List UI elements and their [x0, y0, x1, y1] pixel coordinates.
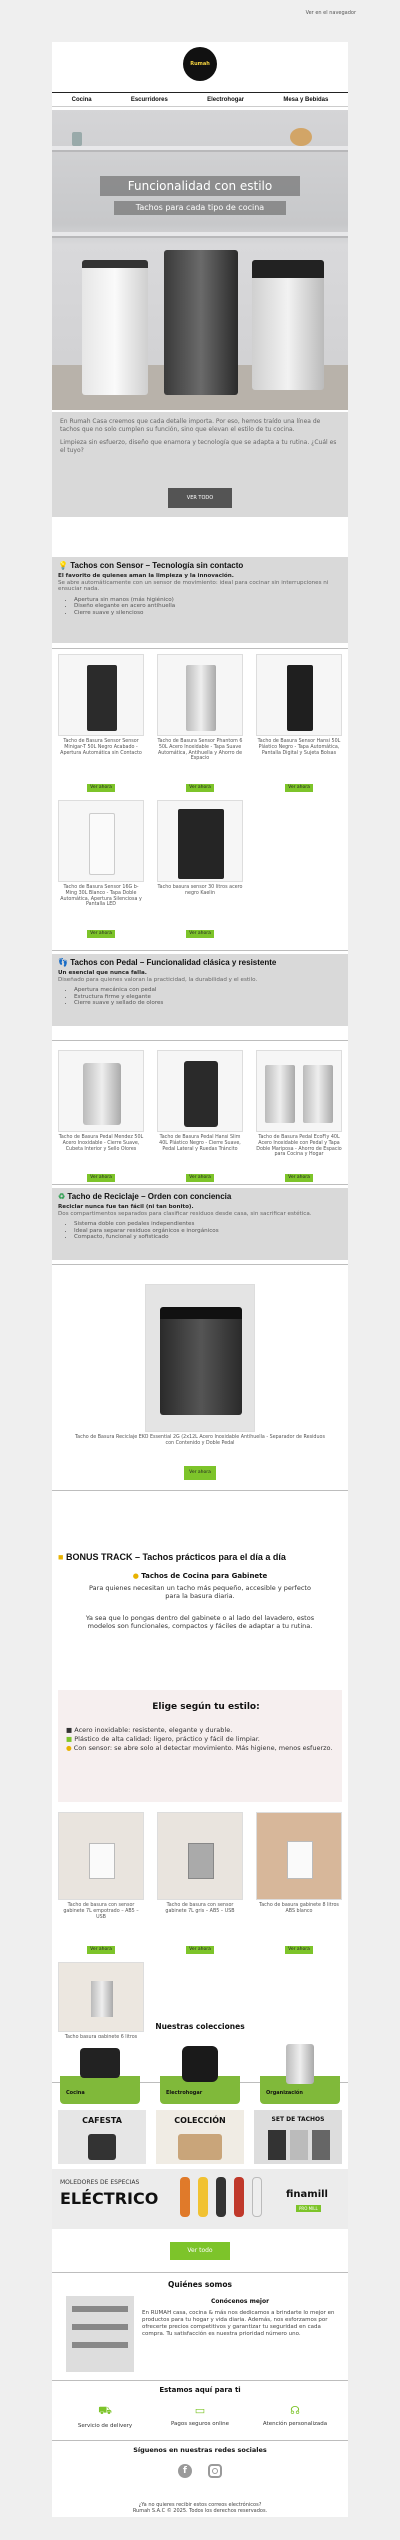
product-image[interactable]: [58, 654, 144, 736]
ver-ahora-button[interactable]: Ver ahora: [186, 784, 214, 792]
foot-icon: 👣: [58, 958, 68, 967]
unsubscribe-link[interactable]: ¿Ya no quieres recibir estos correos electrónicos?: [138, 2502, 262, 2508]
sensor-lead: El favorito de quienes aman la limpieza y la innovación.: [58, 573, 234, 579]
collection-electrohogar[interactable]: [160, 2038, 240, 2104]
product-card[interactable]: [58, 1050, 144, 1180]
about-subtitle: Conócenos mejor: [210, 2298, 270, 2305]
tile-title[interactable]: COLECCIÓN: [174, 2116, 226, 2125]
recycle-icon: ♻: [58, 1192, 66, 1201]
footer: [52, 2502, 348, 2514]
copyright: Rumah S.A.C © 2025. Todos los derechos reservados.: [132, 2508, 268, 2514]
product-image[interactable]: [157, 1812, 243, 1900]
product-card[interactable]: [256, 1812, 342, 1952]
ver-ahora-button[interactable]: Ver ahora: [285, 1946, 313, 1954]
product-card[interactable]: [58, 800, 144, 936]
product-image[interactable]: [58, 800, 144, 882]
steel-bin-image: [252, 260, 324, 390]
steel-square-icon: ■: [66, 1726, 73, 1734]
grinder-icon: [234, 2177, 244, 2217]
grinder-icon: [198, 2177, 208, 2217]
ver-ahora-button[interactable]: Ver ahora: [87, 784, 115, 792]
product-name[interactable]: Tacho de Basura Sensor 16G b-Ming 30L Blanco - Tapa Doble Automática, Apertura Silenciosa y Pantalla LED: [60, 885, 142, 908]
product-card[interactable]: [256, 1050, 342, 1180]
pedal-bullet: • Estructura firme y elegante: [74, 994, 342, 1001]
about-text: En RUMAH casa, cocina & más nos dedicamos a brindarte lo mejor en productos para tu hogar y vida diaria. Además, nos esforzamos por ofrecerte precios competitivos y garantizar tu seguridad en cada compra. Tu satisfacción es nuestra prioridad número uno.: [142, 2310, 335, 2337]
ver-todo-button[interactable]: Ver todo: [170, 2242, 230, 2260]
instagram-icon[interactable]: [208, 2464, 222, 2478]
divider: [52, 648, 348, 649]
tile-title[interactable]: SET DE TACHOS: [271, 2116, 325, 2123]
style-guide-panel: [58, 1690, 342, 1802]
product-name[interactable]: Tacho de Basura Sensor Hansi 50L Plástico Negro - Tapa Automática, Pantalla Digital y Sujeta Bolsas: [257, 739, 341, 756]
store-image: [66, 2296, 134, 2372]
divider: [52, 2272, 348, 2273]
intro-paragraph-1: En Rumah Casa creemos que cada detalle importa. Por eso, hemos traído una línea de tachos que no solo cumplen su función, sino que elevan el estilo de tu cocina.: [60, 418, 321, 433]
star-icon: ■: [58, 1552, 64, 1562]
email-body: [52, 42, 348, 2517]
nav-mesa-bebidas[interactable]: Mesa y Bebidas: [283, 96, 329, 103]
card-icon: ▭: [194, 2404, 206, 2417]
product-name[interactable]: Tacho de Basura Pedal Mendez 50L Acero Inoxidable - Cierre Suave, Cubeta Interior y Sello Olores: [58, 1135, 144, 1152]
product-image[interactable]: [58, 1812, 144, 1900]
grinder-icon: [252, 2177, 262, 2217]
pedal-bullet: • Cierre suave y sellado de olores: [74, 1000, 342, 1007]
grinder-icon: [180, 2177, 190, 2217]
intro-panel: [52, 412, 348, 517]
product-card[interactable]: [256, 654, 342, 790]
ver-ahora-button[interactable]: Ver ahora: [285, 784, 313, 792]
sensor-section-header: [52, 557, 348, 643]
product-image[interactable]: [58, 1050, 144, 1132]
ver-ahora-button[interactable]: Ver ahora: [87, 930, 115, 938]
about-title: Quiénes somos: [168, 2280, 232, 2289]
product-image[interactable]: [157, 800, 243, 882]
services-title: Estamos aquí para ti: [159, 2386, 241, 2394]
bonus-line-1: Para quienes necesitan un tacho más pequeño, accesible y perfecto para la basura diaria.: [89, 1584, 311, 1600]
black-bin-image: [164, 250, 238, 395]
guide-item: ■ Acero inoxidable: resistente, elegante y durable.: [66, 1726, 233, 1734]
category-nav: [52, 92, 348, 107]
banner-title: MOLEDORES DE ESPECIAS: [60, 2179, 140, 2186]
product-card[interactable]: [58, 1284, 342, 1475]
guide-item: ■ Plástico de alta calidad: ligero, práctico y fácil de limpiar.: [66, 1735, 260, 1743]
recycle-title: Tacho de Reciclaje – Orden con conciencia: [67, 1192, 232, 1201]
sensor-bullet: • Apertura sin manos (más higiénico): [74, 597, 342, 604]
collection-organizacion[interactable]: [260, 2038, 340, 2104]
banner-big-text: ELÉCTRICO: [60, 2189, 159, 2208]
bulb-icon: 💡: [58, 561, 68, 570]
sensor-circle-icon: ●: [66, 1744, 72, 1752]
product-card[interactable]: [157, 1812, 243, 1952]
sensor-title: Tachos con Sensor – Tecnología sin contacto: [70, 561, 244, 570]
nav-escurridores[interactable]: Escurridores: [130, 96, 168, 103]
bonus-line-2: Ya sea que lo pongas dentro del gabinete o al lado del lavadero, estos modelos son funcionales, compactos y fáciles de adaptar a tu rutina.: [85, 1614, 315, 1630]
divider: [52, 1184, 348, 1185]
hero-banner[interactable]: [52, 110, 348, 410]
product-card[interactable]: [58, 1962, 144, 2047]
sensor-desc: Se abre automáticamente con un sensor de movimiento: ideal para cocinar sin interrupciones ni ensuciar nada.: [58, 579, 329, 592]
shelf-jar-icon: [72, 132, 82, 146]
product-name[interactable]: Tacho de basura con sensor gabinete 7L gris – AB5 – USB: [165, 1903, 235, 1914]
guide-item: ● Con sensor: se abre solo al detectar movimiento. Más higiene, menos esfuerzo.: [66, 1744, 333, 1752]
pedal-bullet: • Apertura mecánica con pedal: [74, 987, 342, 994]
sensor-bullet: • Diseño elegante en acero antihuella: [74, 603, 342, 610]
ver-todo-button[interactable]: VER TODO: [168, 488, 232, 508]
product-image[interactable]: [157, 654, 243, 736]
service-payments: ▭ Pagos seguros online: [155, 2404, 245, 2427]
ver-ahora-button[interactable]: Ver ahora: [87, 1174, 115, 1182]
recycle-bullet: • Sistema doble con pedales independientes: [74, 1221, 342, 1228]
spice-grinder-banner[interactable]: [52, 2169, 348, 2229]
divider: [52, 1264, 348, 1265]
divider: [52, 2440, 348, 2441]
tile-set-de-tachos[interactable]: [254, 2110, 342, 2164]
kitchen-shelf: [52, 146, 348, 152]
tile-cafesta[interactable]: [58, 2110, 146, 2164]
hero-title: Funcionalidad con estilo: [100, 176, 300, 196]
guide-title: Elige según tu estilo:: [152, 1702, 260, 1712]
bonus-subtitle: ● Tachos de Cocina para Gabinete: [132, 1572, 268, 1580]
product-image[interactable]: [145, 1284, 255, 1432]
divider: [52, 1490, 348, 1491]
product-name[interactable]: Tacho de Basura Reciclaje EKO Essential 2G (2x12L Acero Inoxidable Antihuella - Separador de Residuos con Contenido y Doble Pedal: [75, 1435, 325, 1446]
product-card[interactable]: [157, 654, 243, 790]
headset-icon: ☊: [290, 2404, 300, 2417]
pedal-lead: Un esencial que nunca falla.: [58, 970, 147, 976]
bin-icon: [286, 2044, 314, 2084]
banner-brand: finamill: [286, 2189, 328, 2200]
kitchen-counter: [52, 232, 348, 238]
collection-label[interactable]: Electrohogar: [166, 2090, 203, 2096]
facebook-icon[interactable]: f: [178, 2464, 192, 2478]
product-card[interactable]: [58, 654, 144, 790]
product-name[interactable]: Tacho de Basura Pedal Hansi Slim 40L Plástico Negro - Cierre Suave, Pedal Lateral y Ruedas Tráncito: [159, 1135, 241, 1152]
social-title: Síguenos en nuestras redes sociales: [133, 2446, 267, 2454]
product-card[interactable]: [157, 800, 243, 936]
nav-cocina[interactable]: Cocina: [71, 96, 92, 103]
sensor-bullet: • Cierre suave y silencioso: [74, 610, 342, 617]
product-card[interactable]: [58, 1812, 144, 1952]
product-name[interactable]: Tacho de Basura Sensor Phantom 6 50L Acero Inoxidable - Tapa Suave Automática, Antihuella y Ahorro de Espacio: [157, 739, 243, 762]
product-name[interactable]: Tacho de basura con sensor gabinete 7L empotrado – AB5 – USB: [63, 1903, 139, 1920]
tile-coleccion[interactable]: [156, 2110, 244, 2164]
collection-cocina[interactable]: [60, 2038, 140, 2104]
shelf-bowl-icon: [290, 128, 312, 146]
recycle-desc: Dos compartimentos separados para clasificar residuos desde casa, sin sacrificar estética.: [58, 1210, 312, 1217]
divider: [52, 1040, 348, 1041]
grinder-icon: [216, 2177, 226, 2217]
product-image[interactable]: [256, 654, 342, 736]
product-name[interactable]: Tacho de basura gabinete 8 litros ABS blanco: [259, 1903, 339, 1914]
product-name[interactable]: Tacho basura sensor 30 litros acero negro Kaelin: [157, 885, 243, 896]
recycle-lead: Reciclar nunca fue tan fácil (ni tan bonito).: [58, 1204, 194, 1210]
coffee-maker-icon: [88, 2134, 116, 2160]
divider: [52, 950, 348, 951]
view-in-browser-link[interactable]: Ver en el navegador: [305, 10, 356, 16]
product-image[interactable]: [157, 1050, 243, 1132]
nav-electrohogar[interactable]: Electrohogar: [207, 96, 245, 103]
utensils-icon: [80, 2048, 120, 2078]
service-delivery: ⛟ Servicio de delivery: [60, 2404, 150, 2429]
pedal-section-header: [52, 954, 348, 1026]
banner-tag: PRO MILL: [296, 2205, 321, 2212]
ver-ahora-button[interactable]: Ver ahora: [186, 930, 214, 938]
collection-label[interactable]: Organización: [266, 2090, 303, 2096]
ver-ahora-button[interactable]: Ver ahora: [184, 1466, 216, 1480]
truck-icon: ⛟: [98, 2404, 112, 2417]
product-image[interactable]: [256, 1050, 342, 1132]
recycle-bullet: • Ideal para separar residuos orgánicos e inorgánicos: [74, 1228, 342, 1235]
white-bin-image: [82, 260, 148, 395]
airfryer-icon: [182, 2046, 218, 2082]
product-name[interactable]: Tacho de Basura Sensor Sensor Minigar-T 50L Negro Acabado - Apertura Automática sin Contacto: [60, 739, 142, 756]
ver-ahora-button[interactable]: Ver ahora: [186, 1174, 214, 1182]
bonus-title: ■ BONUS TRACK – Tachos prácticos para el día a día: [58, 1552, 286, 1562]
recycle-section-header: [52, 1188, 348, 1260]
ver-ahora-button[interactable]: Ver ahora: [186, 1946, 214, 1954]
recycle-bullet: • Compacto, funcional y sofisticado: [74, 1234, 342, 1241]
ver-ahora-button[interactable]: Ver ahora: [87, 1946, 115, 1954]
divider: [52, 2380, 348, 2381]
product-image[interactable]: [256, 1812, 342, 1900]
rumah-logo[interactable]: Rumah: [183, 47, 217, 81]
tile-title[interactable]: CAFESTA: [82, 2116, 122, 2125]
intro-paragraph-2: Limpieza sin esfuerzo, diseño que enamora y tecnología que se adapta a tu rutina. ¿Cuál es el tuyo?: [60, 439, 337, 454]
ver-ahora-button[interactable]: Ver ahora: [285, 1174, 313, 1182]
product-name[interactable]: Tacho de Basura Pedal EcoFly 40L Acero Inoxidable con Pedal y Tapa Doble Mariposa - Ahorro de Espacio para Cocina y Hogar: [256, 1135, 342, 1158]
collection-image: [178, 2134, 222, 2160]
pedal-title: Tachos con Pedal – Funcionalidad clásica y resistente: [70, 958, 277, 967]
hero-subtitle: Tachos para cada tipo de cocina: [114, 201, 286, 215]
service-attention: ☊ Atención personalizada: [250, 2404, 340, 2427]
green-square-icon: ■: [66, 1735, 73, 1743]
product-card[interactable]: [157, 1050, 243, 1180]
collection-label[interactable]: Cocina: [66, 2090, 85, 2096]
collections-title: Nuestras colecciones: [155, 2022, 245, 2031]
pedal-desc: Diseñado para quienes valoran la practicidad, la durabilidad y el estilo.: [58, 976, 258, 983]
